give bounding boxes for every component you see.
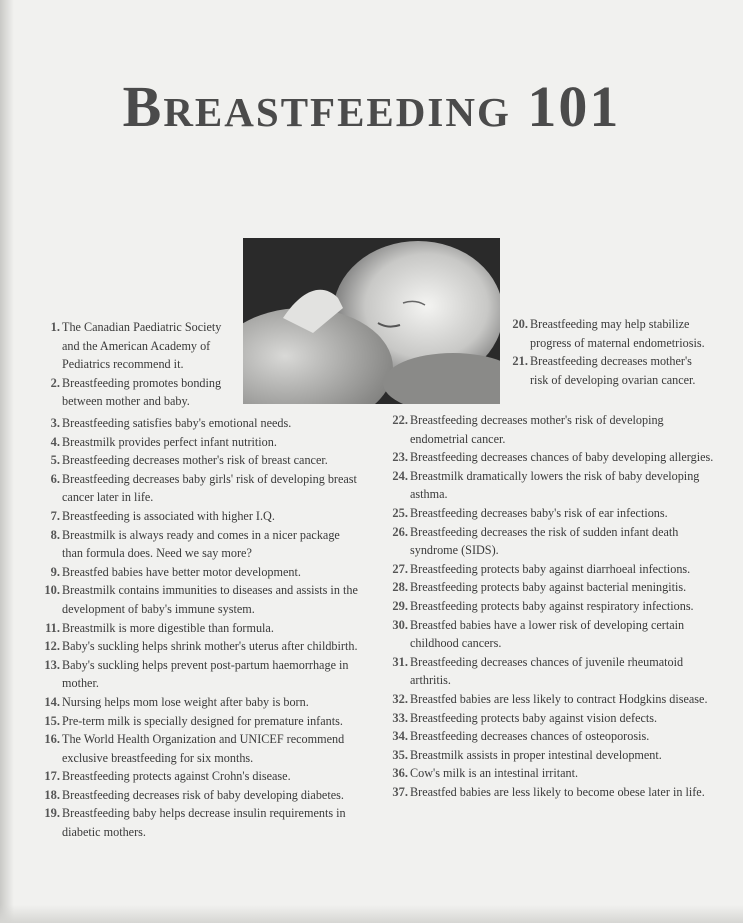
item-number: 26.: [392, 524, 408, 539]
list-item: [388, 467, 714, 504]
item-number: 12.: [44, 639, 60, 654]
item-number: 19.: [44, 806, 60, 821]
item-text: Breastfeeding decreases chances of osteoporosis.: [410, 729, 650, 744]
list-item: [388, 764, 714, 783]
item-number: 14.: [44, 694, 60, 709]
item-text: Breastfeeding promotes bonding between mother and baby.: [62, 375, 222, 409]
item-number: 15.: [44, 713, 60, 728]
item-number: 33.: [392, 710, 408, 725]
list-item: [40, 507, 362, 526]
item-text: Breastfed babies have better motor development.: [62, 564, 301, 579]
list-item: [40, 433, 362, 452]
item-number: 10.: [44, 583, 60, 598]
list-item: [388, 709, 714, 728]
item-number: 30.: [392, 617, 408, 632]
page-edge-shadow: [0, 0, 14, 923]
item-text: Breastfed babies are less likely to become obese later in life.: [410, 784, 705, 799]
item-text: Baby's suckling helps prevent post-partum haemorrhage in mother.: [62, 657, 349, 691]
item-number: 28.: [392, 580, 408, 595]
list-item: [40, 318, 240, 374]
item-text: Breastfeeding may help stabilize progress of maternal endometriosis.: [530, 317, 705, 350]
item-text: Baby's suckling helps shrink mother's uterus after childbirth.: [62, 639, 358, 654]
item-text: The Canadian Paediatric Society and the American Academy of Pediatrics recommend it.: [62, 320, 222, 372]
item-text: Breastfeeding decreases the risk of sudden infant death syndrome (SIDS).: [410, 524, 679, 558]
item-number: 23.: [392, 450, 408, 465]
item-number: 32.: [392, 691, 408, 706]
right-list-top: [508, 315, 712, 389]
list-item: [388, 746, 714, 765]
list-item: [40, 374, 240, 411]
item-text: Breastmilk contains immunities to diseases and assists in the development of baby's immune system.: [62, 583, 358, 616]
item-number: 35.: [392, 747, 408, 762]
list-item: [508, 352, 712, 389]
item-text: Breastfeeding decreases mother's risk of breast cancer.: [62, 453, 328, 468]
item-text: Breastmilk assists in proper intestinal development.: [410, 747, 662, 762]
item-number: 17.: [44, 769, 60, 784]
list-item: [40, 767, 362, 786]
item-number: 4.: [50, 434, 60, 449]
list-item: [388, 597, 714, 616]
page-bottom-shadow: [0, 905, 743, 923]
item-text: Breastfeeding protects baby against bacterial meningitis.: [410, 580, 687, 595]
item-text: Breastfeeding is associated with higher I.Q.: [62, 508, 275, 523]
item-number: 9.: [50, 564, 60, 579]
item-number: 16.: [44, 732, 60, 747]
item-text: Breastfeeding protects baby against diarrhoeal infections.: [410, 561, 691, 576]
item-number: 24.: [392, 468, 408, 483]
item-text: Breastmilk is more digestible than formula.: [62, 620, 274, 635]
list-item: [388, 448, 714, 467]
item-text: Breastfed babies have a lower risk of developing certain childhood cancers.: [410, 617, 685, 651]
item-text: Breastfed babies are less likely to contract Hodgkins disease.: [410, 691, 708, 706]
list-item: [388, 578, 714, 597]
item-number: 34.: [392, 729, 408, 744]
list-item: [40, 563, 362, 582]
list-item: [40, 470, 362, 507]
list-item: [40, 786, 362, 805]
item-text: Breastfeeding decreases risk of baby developing diabetes.: [62, 787, 344, 802]
item-text: Pre-term milk is specially designed for premature infants.: [62, 713, 343, 728]
item-number: 22.: [392, 413, 408, 427]
photo-icon: [243, 238, 500, 404]
list-item: [388, 727, 714, 746]
item-text: Breastmilk provides perfect infant nutrition.: [62, 434, 277, 449]
item-number: 3.: [50, 416, 60, 430]
item-number: 5.: [50, 453, 60, 468]
list-item: [40, 712, 362, 731]
list-item: [40, 619, 362, 638]
item-number: 18.: [44, 787, 60, 802]
item-text: Breastfeeding satisfies baby's emotional needs.: [62, 416, 292, 430]
list-item: [40, 451, 362, 470]
list-item: [388, 560, 714, 579]
item-text: Breastfeeding decreases chances of juvenile rheumatoid arthritis.: [410, 654, 684, 688]
item-text: Breastfeeding decreases baby's risk of ear infections.: [410, 505, 668, 520]
item-text: Breastfeeding protects baby against respiratory infections.: [410, 598, 694, 613]
item-number: 7.: [50, 508, 60, 523]
item-text: Nursing helps mom lose weight after baby is born.: [62, 694, 309, 709]
baby-nursing-photo: [243, 238, 500, 404]
list-item: [40, 656, 362, 693]
item-text: Breastfeeding decreases mother's risk of developing ovarian cancer.: [530, 354, 696, 387]
item-number: 37.: [392, 784, 408, 799]
item-number: 25.: [392, 505, 408, 520]
item-number: 2.: [50, 375, 60, 390]
item-text: Breastfeeding decreases mother's risk of developing endometrial cancer.: [410, 413, 664, 446]
item-number: 31.: [392, 654, 408, 669]
page-title: Breastfeeding 101: [122, 74, 621, 139]
item-number: 6.: [50, 471, 60, 486]
list-item: [388, 653, 714, 690]
item-number: 1.: [50, 320, 60, 334]
item-number: 29.: [392, 598, 408, 613]
item-text: Breastfeeding protects against Crohn's disease.: [62, 769, 291, 784]
list-item: [40, 637, 362, 656]
list-item: [508, 315, 712, 352]
list-item: [388, 783, 714, 802]
item-number: 8.: [50, 527, 60, 542]
left-list-top: [40, 318, 240, 411]
list-item: [388, 504, 714, 523]
right-list: [388, 411, 714, 801]
item-text: Breastmilk dramatically lowers the risk of baby developing asthma.: [410, 468, 700, 502]
item-text: Breastfeeding decreases chances of baby developing allergies.: [410, 450, 714, 465]
left-list: [40, 414, 362, 842]
item-number: 11.: [45, 620, 60, 635]
item-text: Cow's milk is an intestinal irritant.: [410, 766, 579, 781]
item-text: Breastmilk is always ready and comes in a nicer package than formula does. Need we say more?: [62, 527, 340, 561]
list-item: [388, 690, 714, 709]
item-text: Breastfeeding protects baby against vision defects.: [410, 710, 658, 725]
item-number: 20.: [512, 317, 528, 331]
list-item: [40, 804, 362, 841]
list-item: [40, 526, 362, 563]
item-number: 27.: [392, 561, 408, 576]
item-number: 13.: [44, 657, 60, 672]
item-number: 21.: [512, 354, 528, 369]
list-item: [388, 411, 714, 448]
list-item: [388, 616, 714, 653]
list-item: [40, 581, 362, 618]
list-item: [40, 414, 362, 433]
item-text: Breastfeeding decreases baby girls' risk of developing breast cancer later in life.: [62, 471, 357, 505]
item-text: The World Health Organization and UNICEF recommend exclusive breastfeeding for six months.: [62, 732, 345, 765]
list-item: [40, 730, 362, 767]
item-number: 36.: [392, 766, 408, 781]
list-item: [40, 693, 362, 712]
list-item: [388, 523, 714, 560]
item-text: Breastfeeding baby helps decrease insulin requirements in diabetic mothers.: [62, 806, 346, 840]
